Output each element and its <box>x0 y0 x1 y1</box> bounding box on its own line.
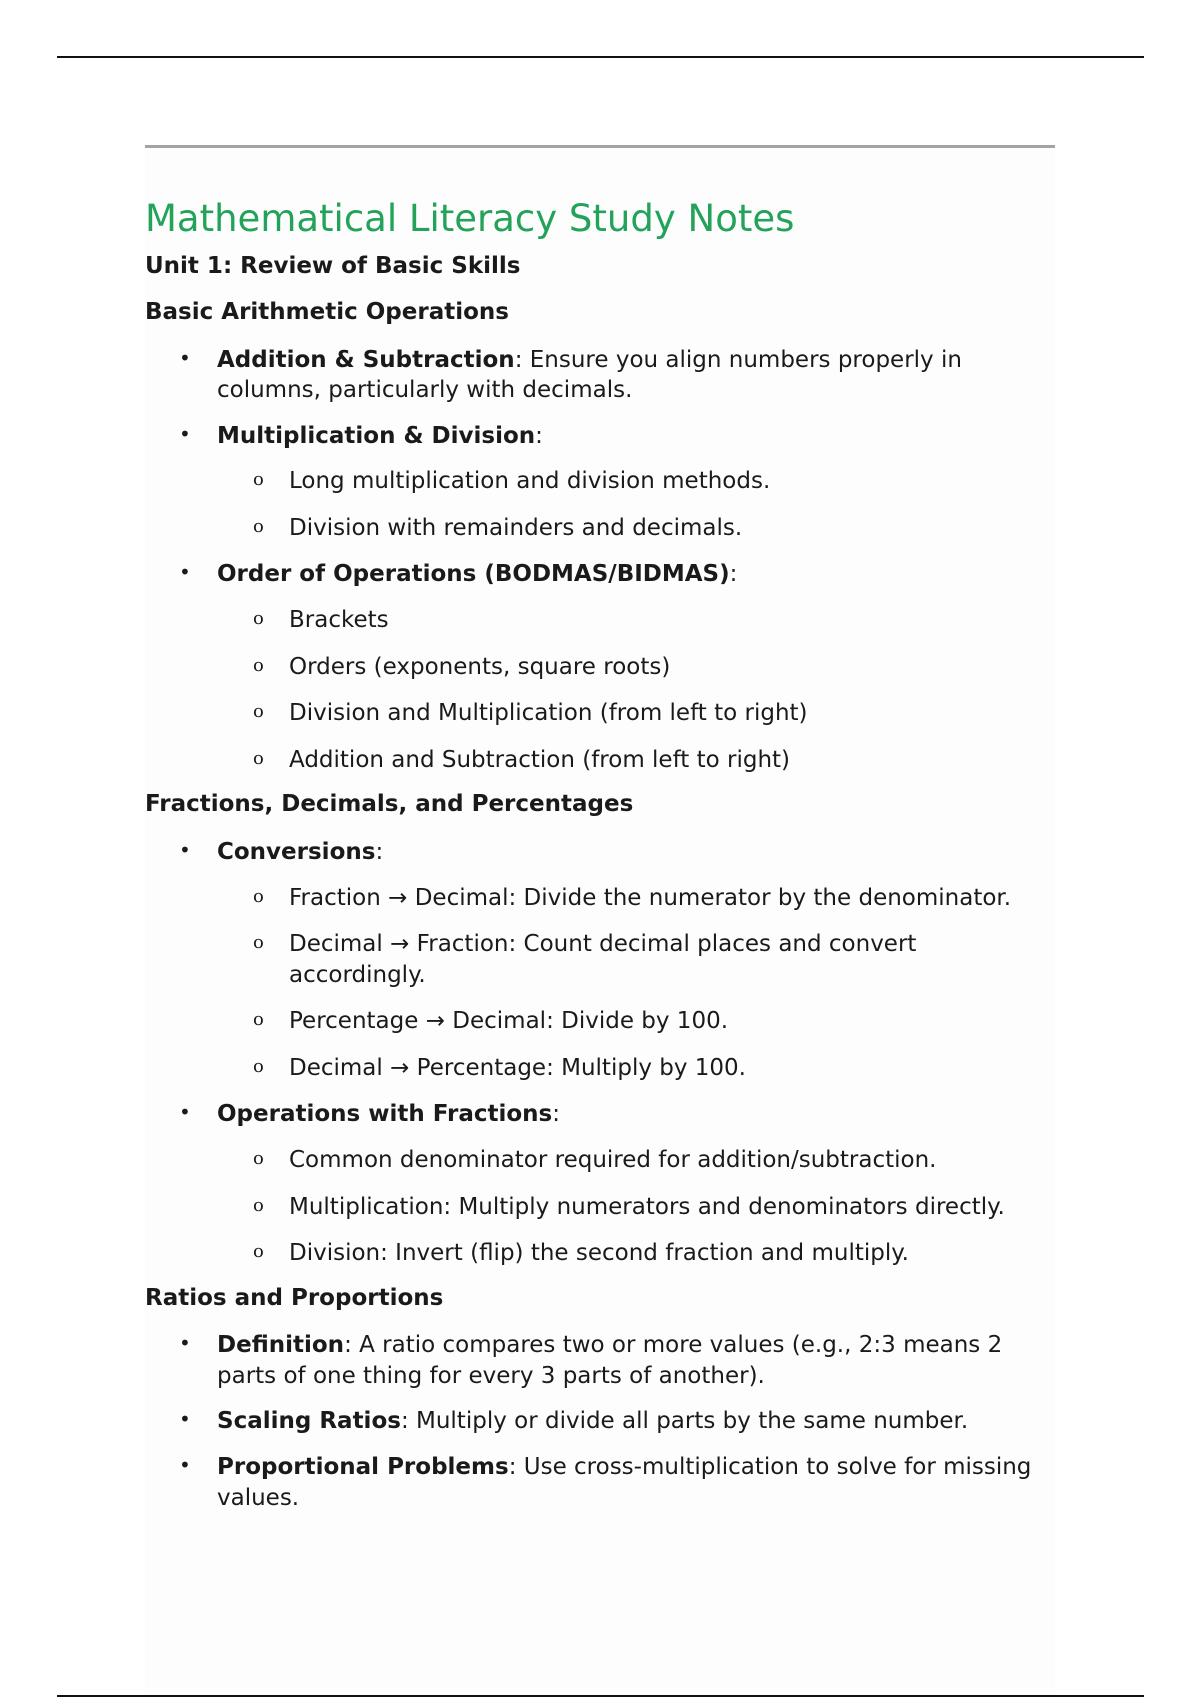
sub-list-item <box>217 1006 1055 1037</box>
item-term: Addition & Subtraction <box>217 346 515 373</box>
bottom-rule <box>57 1695 1144 1697</box>
list-item <box>145 1406 1055 1437</box>
sub-list <box>217 1145 1055 1269</box>
item-text: : <box>552 1101 560 1128</box>
circle-bullet-icon: o <box>253 469 264 491</box>
bullet-icon: • <box>179 1407 191 1432</box>
sub-list-item <box>217 652 1055 683</box>
bullet-icon: • <box>179 345 191 370</box>
section-heading: Fractions, Decimals, and Percentages <box>145 791 634 818</box>
sub-list <box>217 883 1055 1084</box>
bullet-icon: • <box>179 560 191 585</box>
top-rule <box>57 56 1144 58</box>
item-text: : Multiply or divide all parts by the same number. <box>400 1408 969 1435</box>
circle-bullet-icon: o <box>253 654 264 676</box>
bullet-icon: • <box>179 1331 191 1356</box>
document-title: Mathematical Literacy Study Notes <box>145 197 795 240</box>
section-heading: Basic Arithmetic Operations <box>145 298 509 325</box>
circle-bullet-icon: o <box>253 885 264 907</box>
sub-list-item <box>217 513 1055 544</box>
list-item <box>145 559 1055 775</box>
item-term: Multiplication & Division <box>217 422 536 449</box>
sub-item-text: Division with remainders and decimals. <box>289 514 743 541</box>
sub-list-item <box>217 466 1055 497</box>
item-text: : <box>375 838 384 865</box>
sub-list <box>217 466 1055 543</box>
sub-item-text: Fraction → Decimal: Divide the numerator by the denominator. <box>289 884 1012 911</box>
item-term: Operations with Fractions <box>217 1101 553 1128</box>
sub-item-text: Percentage → Decimal: Divide by 100. <box>289 1008 729 1035</box>
list-item <box>145 1099 1055 1268</box>
circle-bullet-icon: o <box>253 1148 264 1169</box>
bullet-list <box>145 345 1055 776</box>
sub-item-text: Orders (exponents, square roots) <box>289 653 671 680</box>
sub-item-text: Decimal → Fraction: Count decimal places and convert accordingly. <box>289 931 917 988</box>
sub-list-item <box>217 1053 1055 1084</box>
sections-container <box>145 299 1055 1513</box>
header-divider <box>145 145 1055 148</box>
circle-bullet-icon: o <box>253 701 264 723</box>
circle-bullet-icon: o <box>253 1009 264 1031</box>
list-item <box>145 837 1055 1083</box>
item-text: : <box>535 422 543 449</box>
item-term: Proportional Problems <box>217 1454 509 1481</box>
list-item <box>145 1452 1055 1513</box>
sub-list-item <box>217 1238 1055 1269</box>
bullet-icon: • <box>179 1100 191 1125</box>
document-page <box>145 145 1055 1695</box>
sub-list-item <box>217 745 1055 776</box>
sub-list <box>217 605 1055 775</box>
sub-item-text: Division: Invert (flip) the second fraction and multiply. <box>289 1240 909 1267</box>
bullet-icon: • <box>179 421 191 446</box>
item-term: Scaling Ratios <box>217 1408 401 1435</box>
item-text: : Use cross-multiplication to solve for missing values. <box>217 1454 1032 1511</box>
list-item <box>145 421 1055 544</box>
sub-item-text: Long multiplication and division methods. <box>289 468 771 495</box>
bullet-icon: • <box>179 837 191 862</box>
sub-item-text: Decimal → Percentage: Multiply by 100. <box>289 1054 746 1081</box>
circle-bullet-icon: o <box>253 932 264 954</box>
item-text: : <box>729 561 738 588</box>
circle-bullet-icon: o <box>253 608 264 630</box>
circle-bullet-icon: o <box>253 1194 264 1216</box>
bullet-icon: • <box>179 1453 191 1478</box>
sub-item-text: Common denominator required for addition/subtraction. <box>289 1147 937 1173</box>
circle-bullet-icon: o <box>253 1241 264 1263</box>
circle-bullet-icon: o <box>253 515 264 537</box>
sub-item-text: Brackets <box>289 607 389 634</box>
circle-bullet-icon: o <box>253 747 264 769</box>
sub-item-text: Addition and Subtraction (from left to right) <box>289 746 791 773</box>
list-item <box>145 1330 1055 1391</box>
item-text: : Ensure you align numbers properly in columns, particularly with decimals. <box>217 346 962 404</box>
item-term: Definition <box>217 1332 345 1359</box>
sub-list-item <box>217 605 1055 636</box>
sub-list-item <box>217 929 1055 990</box>
sub-item-text: Multiplication: Multiply numerators and denominators directly. <box>289 1193 1005 1220</box>
list-item <box>145 345 1055 406</box>
item-term: Conversions <box>217 838 376 865</box>
circle-bullet-icon: o <box>253 1055 264 1077</box>
section-heading: Ratios and Proportions <box>145 1284 444 1311</box>
unit-heading: Unit 1: Review of Basic Skills <box>145 253 521 280</box>
bullet-list <box>145 837 1055 1269</box>
sub-list-item <box>217 883 1055 914</box>
item-term: Order of Operations (BODMAS/BIDMAS) <box>217 561 730 588</box>
bullet-list <box>145 1330 1055 1513</box>
sub-item-text: Division and Multiplication (from left to right) <box>289 700 808 727</box>
item-text: : A ratio compares two or more values (e.g., 2:3 means 2 parts of one thing for every 3 parts of another). <box>217 1332 1003 1389</box>
sub-list-item <box>217 1145 1055 1176</box>
sub-list-item <box>217 1192 1055 1223</box>
document-content <box>145 197 1055 1528</box>
sub-list-item <box>217 698 1055 729</box>
